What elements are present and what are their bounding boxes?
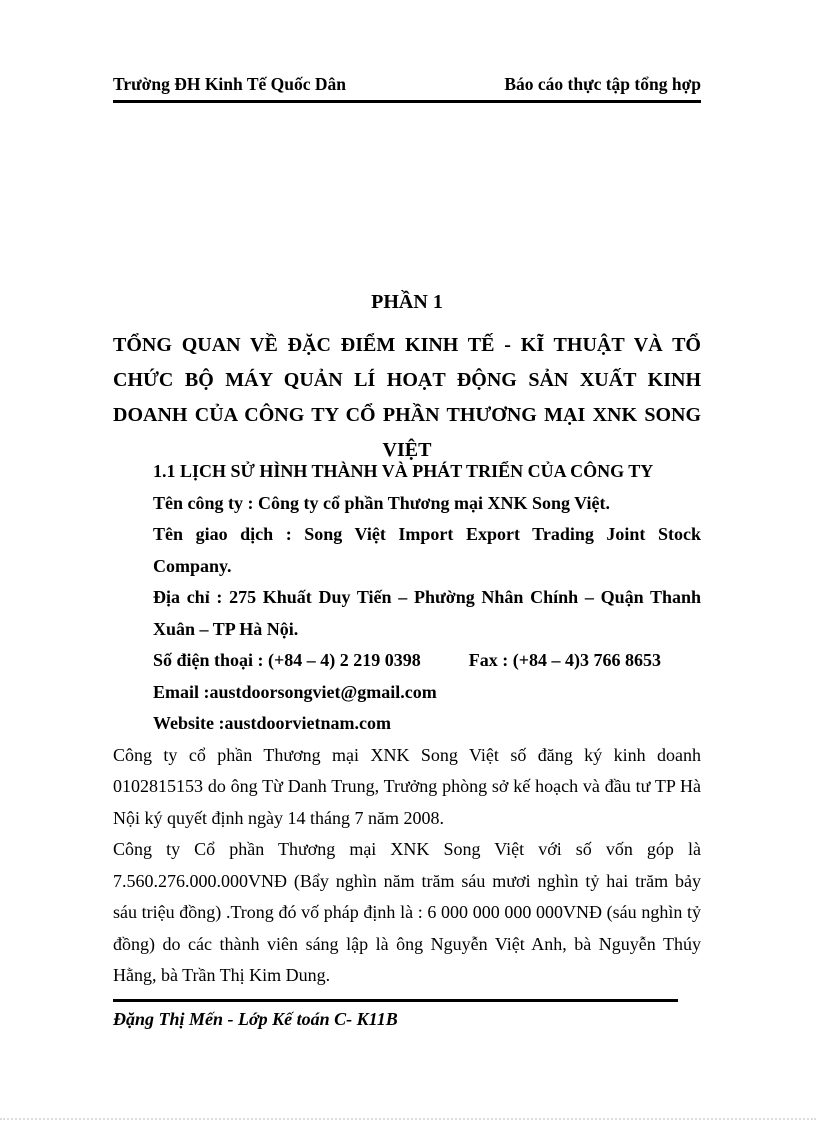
section-heading: 1.1 LỊCH SỬ HÌNH THÀNH VÀ PHÁT TRIỂN CỦA CÔNG TY [153, 461, 654, 481]
company-info-block [113, 488, 701, 740]
page-header [113, 74, 701, 103]
header-report-title: Báo cáo thực tập tổng hợp [504, 74, 701, 94]
phone-label: Số điện thoại : (+84 – 4) 2 219 0398 [153, 650, 421, 670]
fax-label: Fax : (+84 – 4)3 766 8653 [468, 650, 662, 670]
chapter-title: TỔNG QUAN VỀ ĐẶC ĐIỂM KINH TẾ - KĨ THUẬT VÀ TỔ CHỨC BỘ MÁY QUẢN LÍ HOẠT ĐỘNG SẢN XUẤT KINH DOANH CỦA CÔNG TY CỔ PHẦN THƯƠNG MẠI XNK SONG VIỆT [113, 334, 701, 461]
email-line: Email :austdoorsongviet@gmail.com [153, 681, 437, 702]
document-body [113, 456, 701, 992]
address-line: Địa chỉ : 275 Khuất Duy Tiến – Phường Nhân Chính – Quận Thanh Xuân – TP Hà Nội. [153, 587, 701, 639]
footer-signature: Đặng Thị Mến - Lớp Kế toán C- K11B [113, 1009, 398, 1029]
website-line: Website :austdoorvietnam.com [153, 713, 391, 733]
chapter-title-block [113, 285, 701, 468]
page-bottom-guide [0, 1118, 816, 1120]
paragraph-registration: Công ty cổ phần Thương mại XNK Song Việt số đăng ký kinh doanh 0102815153 do ông Từ Danh Trung, Trưởng phòng sở kế hoạch và đầu tư TP Hà Nội ký quyết định ngày 14 tháng 7 năm 2008. [113, 744, 701, 828]
company-name-line: Tên công ty : Công ty cổ phần Thương mại XNK Song Việt. [153, 492, 610, 513]
trade-name-line: Tên giao dịch : Song Việt Import Export Trading Joint Stock Company. [153, 524, 701, 576]
paragraph-capital: Công ty Cổ phần Thương mại XNK Song Việt với số vốn góp là 7.560.276.000.000VNĐ (Bẩy nghìn năm trăm sáu mươi nghìn tỷ hai trăm bảy sáu triệu đồng) .Trong đó vố pháp định là : 6 000 000 000 000VNĐ (sáu nghìn tỷ đồng) do các thành viên sáng lập là ông Nguyễn Việt Anh, bà Nguyễn Thúy Hằng, bà Trần Thị Kim Dung. [113, 839, 701, 985]
chapter-label: PHẦN 1 [371, 291, 443, 313]
phone-fax-line [153, 645, 701, 677]
page-footer [113, 999, 701, 1030]
header-school-name: Trường ĐH Kinh Tế Quốc Dân [113, 74, 346, 94]
